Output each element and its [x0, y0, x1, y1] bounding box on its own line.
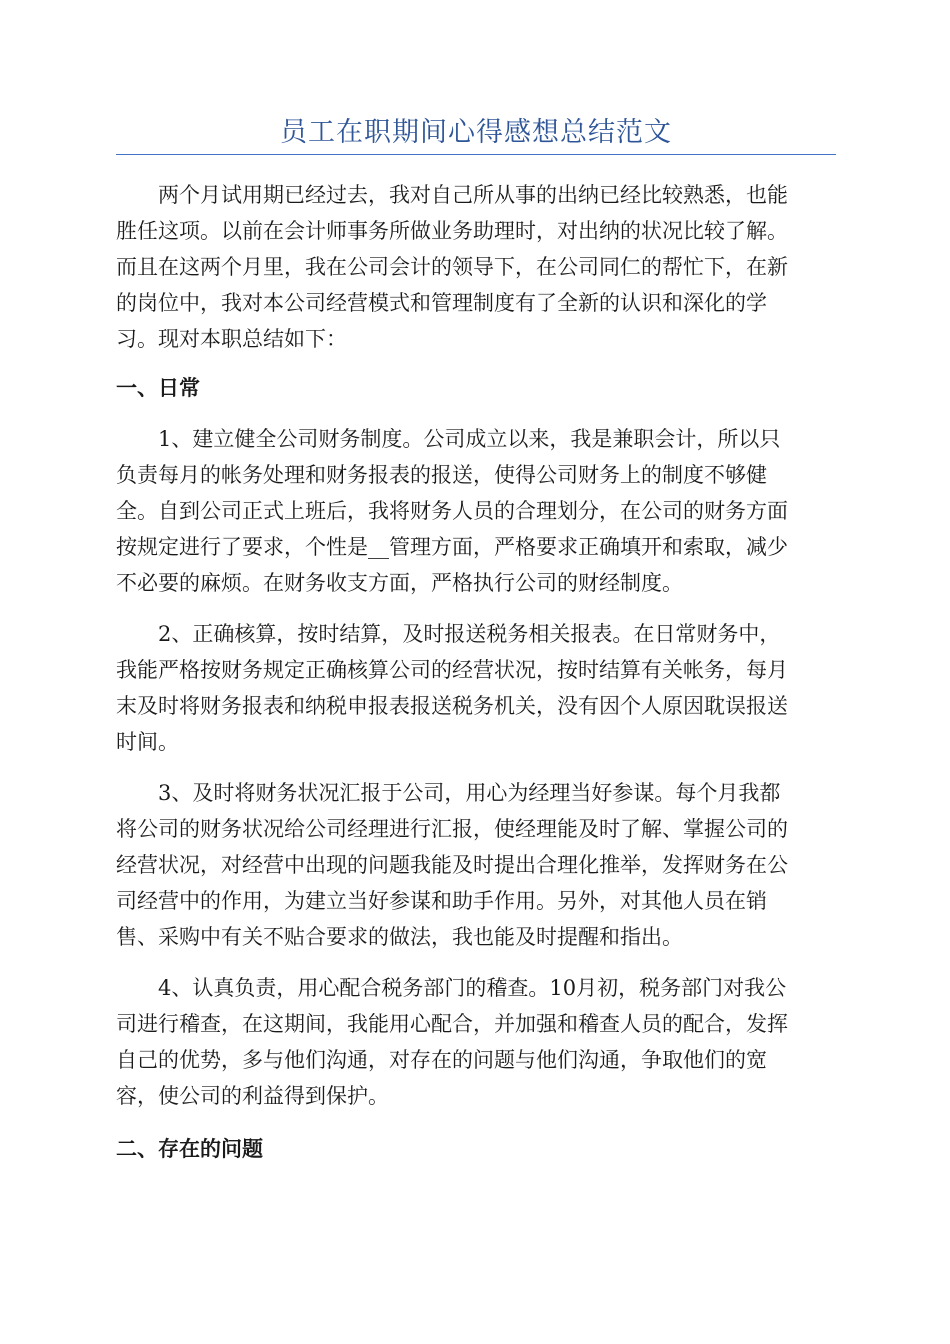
title-underline [116, 154, 836, 155]
item-1-line: 全。自到公司正式上班后，我将财务人员的合理划分，在公司的财务方面 [116, 499, 788, 523]
item-1-line: 按规定进行了要求，个性是__管理方面，严格要求正确填开和索取，减少 [116, 535, 788, 559]
item-1-paragraph [116, 421, 836, 601]
intro-line: 两个月试用期已经过去，我对自己所从事的出纳已经比较熟悉，也能 [158, 183, 788, 207]
item-1-line: 不必要的麻烦。在财务收支方面，严格执行公司的财经制度。 [116, 571, 683, 595]
intro-paragraph [116, 177, 836, 357]
item-2-line: 末及时将财务报表和纳税申报表报送税务机关，没有因个人原因耽误报送 [116, 694, 788, 718]
section-heading-daily: 一、日常 [116, 376, 200, 400]
document-page [116, 0, 836, 1167]
intro-line: 而且在这两个月里，我在公司会计的领导下，在公司同仁的帮忙下，在新 [116, 255, 788, 279]
item-4-line: 4、认真负责，用心配合税务部门的稽查。10月初，税务部门对我公 [158, 976, 787, 1000]
item-3-line: 售、采购中有关不贴合要求的做法，我也能及时提醒和指出。 [116, 925, 683, 949]
item-3-line: 3、及时将财务状况汇报于公司，用心为经理当好参谋。每个月我都 [158, 781, 781, 805]
item-1-line: 负责每月的帐务处理和财务报表的报送，使得公司财务上的制度不够健 [116, 463, 767, 487]
item-2-line: 2、正确核算，按时结算，及时报送税务相关报表。在日常财务中， [158, 622, 781, 646]
item-4-line: 自己的优势，多与他们沟通，对存在的问题与他们沟通，争取他们的宽 [116, 1048, 767, 1072]
item-4-paragraph [116, 970, 836, 1114]
document-title: 员工在职期间心得感想总结范文 [280, 117, 672, 148]
item-3-line: 司经营中的作用，为建立当好参谋和助手作用。另外，对其他人员在销 [116, 889, 767, 913]
item-3-line: 经营状况，对经营中出现的问题我能及时提出合理化推举，发挥财务在公 [116, 853, 788, 877]
intro-line: 的岗位中，我对本公司经营模式和管理制度有了全新的认识和深化的学 [116, 291, 767, 315]
item-3-paragraph [116, 775, 836, 955]
item-2-line: 我能严格按财务规定正确核算公司的经营状况，按时结算有关帐务，每月 [116, 658, 788, 682]
item-2-paragraph [116, 616, 836, 760]
item-3-line: 将公司的财务状况给公司经理进行汇报，使经理能及时了解、掌握公司的 [116, 817, 788, 841]
item-2-line: 时间。 [116, 730, 179, 754]
item-4-line: 容，使公司的利益得到保护。 [116, 1084, 389, 1108]
intro-line: 习。现对本职总结如下： [116, 327, 347, 351]
section-heading-problems: 二、存在的问题 [116, 1137, 263, 1161]
intro-line: 胜任这项。以前在会计师事务所做业务助理时，对出纳的状况比较了解。 [116, 219, 788, 243]
item-1-line: 1、建立健全公司财务制度。公司成立以来，我是兼职会计，所以只 [158, 427, 781, 451]
item-4-line: 司进行稽查，在这期间，我能用心配合，并加强和稽查人员的配合，发挥 [116, 1012, 788, 1036]
